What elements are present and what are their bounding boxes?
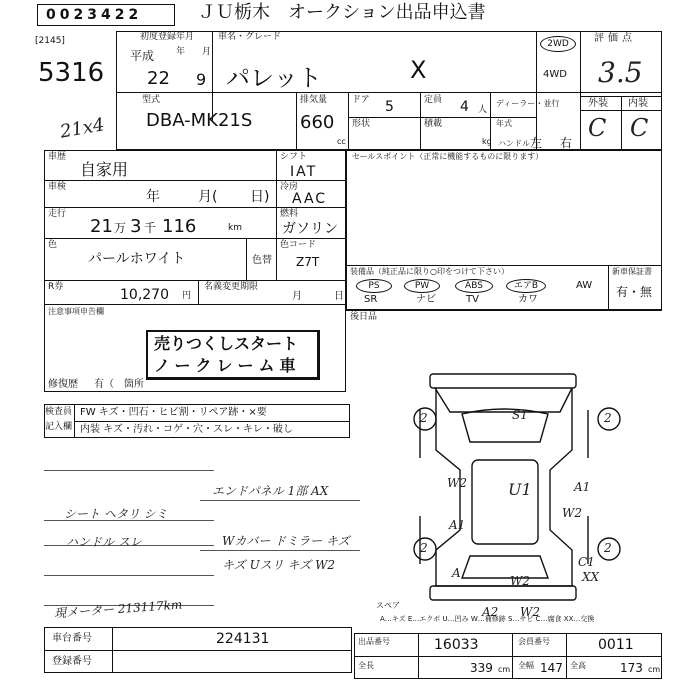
mark-right-front: A1: [574, 480, 591, 494]
color-label: 色: [48, 240, 58, 250]
interior-grade: C: [630, 114, 649, 142]
note-end-panel: エンドパネル 1部 AX: [212, 484, 329, 498]
inspector-label-2: 記入欄: [45, 422, 73, 432]
drive-4wd: 4WD: [543, 69, 567, 80]
drive-2wd: 2WD: [540, 36, 576, 52]
handle-label: ハンドル: [498, 139, 530, 148]
new-car-warranty-value: 有・無: [616, 285, 653, 299]
spare-label: スペア: [376, 601, 400, 610]
inspection-row-2: 内装 キズ・汚れ・コゲ・穴・スレ・キレ・破し: [80, 424, 293, 435]
handle-right: 右: [560, 136, 573, 150]
color-change-label: 色替: [252, 255, 272, 266]
first-reg-year: 22: [147, 68, 170, 89]
fuel-value: ガソリン: [282, 221, 338, 237]
mark-front-right-wheel: 2: [604, 411, 612, 425]
rating-label: 評価点: [594, 33, 636, 44]
car-grade: X: [410, 56, 427, 84]
doors-label: ドア: [352, 95, 370, 105]
fuel-label: 燃料: [280, 209, 299, 219]
mark-rear-right-wheel: 2: [604, 541, 612, 555]
loading-label: 積載: [424, 119, 443, 129]
mileage-man: 21: [90, 216, 113, 237]
sales-point-box: [346, 150, 662, 310]
lot-number: 5316: [38, 58, 105, 88]
corner-code: [2145]: [35, 36, 65, 46]
shaken-day: 日): [250, 189, 270, 205]
mark-front-left-wheel: 2: [420, 411, 428, 425]
color-code-value: Z7T: [296, 255, 320, 269]
height-unit: cm: [648, 665, 661, 674]
mileage-label: 走行: [48, 209, 67, 219]
mark-rear-bumper: A2: [482, 605, 499, 619]
chassis-label: 車台番号: [52, 633, 92, 644]
shape-label: 形状: [352, 119, 371, 129]
sales-point-label: セールスポイント（正常に機能するものに限ります）: [352, 152, 544, 161]
interior-label: 内装: [628, 98, 648, 109]
width-label: 全幅: [518, 661, 534, 670]
mark-bonnet: S1: [512, 408, 528, 422]
usage-value: 自家用: [80, 160, 129, 179]
mark-rear-left-wheel: 2: [420, 541, 428, 555]
mark-right-door: W2: [562, 506, 582, 520]
mileage-sen: 3: [130, 216, 142, 237]
loading-unit: kg: [482, 137, 492, 146]
repair-label: 修復歴: [48, 379, 78, 390]
equip-pw: PW: [404, 279, 440, 293]
stamp-line-1: 売りつくしスタート: [154, 334, 299, 353]
form-title: ＪＵ栃木 オークション出品申込書: [198, 2, 486, 23]
shift-label: シフト: [280, 152, 308, 162]
capacity-label: 定員: [424, 95, 443, 105]
equipment-label: 装備品（純正品に限り○印をつけて下さい）: [350, 267, 509, 276]
recycle-unit: 円: [182, 291, 192, 301]
capacity-unit: 人: [478, 105, 488, 115]
meisho-day: 日: [334, 291, 344, 302]
first-reg-label: 初度登録年月: [140, 32, 195, 42]
equip-tv: TV: [466, 294, 479, 305]
shift-value: IAT: [290, 164, 318, 180]
model-value: DBA-MK21S: [146, 110, 253, 131]
handle-left: 左: [530, 136, 543, 150]
margin-note: 21x4: [58, 114, 107, 143]
mark-roof: U1: [508, 480, 532, 499]
exterior-label: 外装: [588, 98, 608, 109]
after-items-label: 後日品: [350, 312, 378, 322]
shaken-year: 年: [146, 189, 160, 205]
equip-ps: PS: [356, 279, 392, 293]
recycle-value: 10,270: [120, 287, 169, 303]
recycle-label: R券: [48, 282, 64, 292]
mileage-rest: 116: [162, 216, 197, 237]
repair-value: 有（ 箇所: [94, 379, 144, 390]
length-unit: cm: [498, 665, 511, 674]
mark-rear-bumper-2: W2: [520, 605, 540, 619]
note-meter: 現メーター 213117km: [53, 597, 183, 621]
note-handle: ハンドル スレ: [66, 535, 142, 549]
equip-navi: ナビ: [416, 294, 436, 305]
inspection-row-1: FW キズ・凹石・ヒビ割・リペア跡・×要: [80, 407, 267, 418]
member-no-label: 会員番号: [518, 637, 550, 646]
note-seat: シート ヘタリ シミ: [64, 507, 168, 521]
mark-left-front-door: W2: [447, 476, 467, 490]
stamp-line-2: ノークレーム車: [154, 356, 301, 375]
mark-rear-right: C1: [578, 555, 595, 569]
new-car-warranty-label: 新車保証書: [612, 267, 652, 276]
chassis-value: 224131: [216, 631, 270, 647]
doors-value: 5: [385, 99, 394, 115]
dealer-label: ディーラー・並行: [496, 99, 560, 108]
equip-airbag: エアB: [506, 279, 546, 293]
equip-abs: ABS: [455, 279, 493, 293]
member-no-value: 0011: [598, 637, 634, 653]
displacement-value: 660: [300, 112, 335, 133]
car-name: パレット: [226, 64, 322, 92]
mark-rear-right-2: XX: [582, 570, 600, 584]
aircon-value: AAC: [292, 191, 328, 207]
registration-label: 登録番号: [52, 656, 92, 667]
shaken-label: 車検: [48, 182, 67, 192]
first-reg-era: 平成: [130, 49, 155, 63]
mark-left-rear: A1: [449, 518, 466, 532]
length-label: 全長: [358, 661, 374, 670]
exterior-grade: C: [588, 114, 607, 142]
first-reg-month-unit: 月: [202, 47, 212, 57]
color-value: パールホワイト: [88, 251, 186, 267]
equip-sr: SR: [364, 294, 378, 305]
note-cover: Wカバー ドミラー キズ: [222, 534, 350, 548]
shaken-month: 月(: [198, 189, 218, 205]
height-label: 全高: [570, 661, 586, 670]
color-code-label: 色コード: [280, 240, 317, 250]
capacity-value: 4: [460, 99, 469, 115]
equip-aw: AW: [576, 280, 593, 291]
notes-label: 注意事項申告欄: [48, 307, 104, 316]
rating-value: 3.5: [598, 56, 643, 89]
mark-rear-panel: W2: [510, 574, 530, 588]
mileage-unit: km: [228, 223, 242, 233]
mileage-sen-unit: 千: [144, 221, 157, 235]
meisho-month: 月: [292, 291, 302, 302]
exhibit-label: 出品番号: [358, 637, 390, 646]
width-value: 147: [540, 661, 563, 675]
usage-label: 車歴: [48, 152, 67, 162]
inspector-label: 検査員: [45, 407, 73, 417]
length-value: 339: [470, 661, 493, 675]
meisho-label: 名義変更期限: [204, 282, 259, 292]
model-label: 型式: [142, 95, 161, 105]
mileage-man-unit: 万: [114, 221, 127, 235]
car-name-label: 車名・グレード: [218, 32, 282, 42]
serial-number: 0023422: [46, 7, 143, 23]
first-reg-month: 9: [196, 70, 207, 89]
equip-leather: カワ: [518, 294, 538, 305]
year-type-label: 年式: [496, 119, 512, 128]
displacement-unit: cc: [337, 137, 346, 146]
aircon-label: 冷房: [280, 182, 299, 192]
displacement-label: 排気量: [300, 95, 328, 105]
note-scratch: キズ Uスリ キズ W2: [222, 558, 336, 572]
height-value: 173: [620, 661, 643, 675]
exhibit-value: 16033: [434, 637, 479, 653]
first-reg-year-unit: 年: [176, 47, 186, 57]
damage-legend: A…キズ E…エクボ U…凹み W…補修跡 S…サビ C…腐食 XX…交換: [380, 615, 595, 623]
mark-left-rear-quarter: A: [452, 566, 461, 580]
